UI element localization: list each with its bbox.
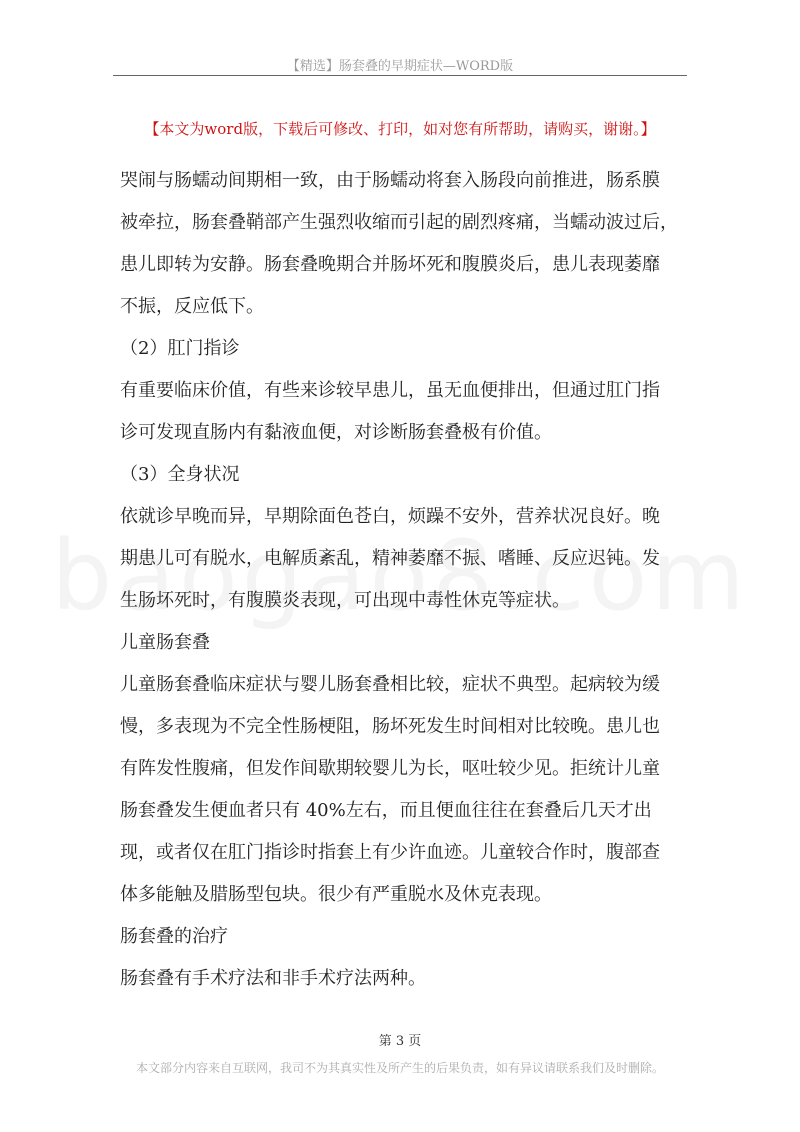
text-line: 肠套叠有手术疗法和非手术疗法两种。 bbox=[120, 968, 426, 989]
text-line: 有重要临床价值，有些来诊较早患儿，虽无血便排出，但通过肛门指 bbox=[120, 380, 660, 401]
page-header-title: 【精选】肠套叠的早期症状—WORD版 bbox=[286, 59, 514, 74]
text-line: 慢，多表现为不完全性肠梗阻，肠坏死发生时间相对比较晚。患儿也 bbox=[120, 716, 660, 737]
paragraph-anal-exam bbox=[120, 370, 682, 454]
text-line: 哭闹与肠蠕动间期相一致，由于肠蠕动将套入肠段向前推进，肠系膜 bbox=[120, 170, 660, 191]
text-line: 依就诊早晚而异，早期除面色苍白，烦躁不安外，营养状况良好。晚 bbox=[120, 506, 660, 527]
text-line: 肠套叠发生便血者只有 40%左右，而且便血往往在套叠后几天才出 bbox=[120, 800, 652, 821]
text-line: 现，或者仅在肛门指诊时指套上有少许血迹。儿童较合作时，腹部查 bbox=[120, 842, 660, 863]
document-body bbox=[120, 160, 682, 1000]
text-line: 被牵拉，肠套叠鞘部产生强烈收缩而引起的剧烈疼痛，当蠕动波过后， bbox=[120, 212, 678, 233]
heading-general-condition: （3）全身状况 bbox=[120, 464, 240, 485]
text-line: 患儿即转为安静。肠套叠晚期合并肠坏死和腹膜炎后，患儿表现萎靡 bbox=[120, 254, 660, 275]
text-line: 儿童肠套叠临床症状与婴儿肠套叠相比较，症状不典型。起病较为缓 bbox=[120, 674, 660, 695]
text-line: 有阵发性腹痛，但发作间歇期较婴儿为长，呕吐较少见。拒统计儿童 bbox=[120, 758, 660, 779]
text-line: 期患儿可有脱水，电解质紊乱，精神萎靡不振、嗜睡、反应迟钝。发 bbox=[120, 548, 660, 569]
paragraph-treatment bbox=[120, 958, 682, 1000]
header-divider bbox=[113, 75, 687, 76]
text-line: 诊可发现直肠内有黏液血便，对诊断肠套叠极有价值。 bbox=[120, 422, 552, 443]
heading-anal-exam: （2）肛门指诊 bbox=[120, 338, 240, 359]
text-line: 体多能触及腊肠型包块。很少有严重脱水及休克表现。 bbox=[120, 884, 552, 905]
text-line: 生肠坏死时，有腹膜炎表现，可出现中毒性休克等症状。 bbox=[120, 590, 570, 611]
paragraph-crying bbox=[120, 160, 682, 328]
text-line: 不振，反应低下。 bbox=[120, 296, 264, 317]
heading-treatment: 肠套叠的治疗 bbox=[120, 926, 228, 947]
paragraph-general-condition bbox=[120, 496, 682, 622]
heading-child-intussusception: 儿童肠套叠 bbox=[120, 632, 210, 653]
paragraph-child-intussusception bbox=[120, 664, 682, 916]
footer-disclaimer: 本文部分内容来自互联网，我司不为其真实性及所产生的后果负责，如有异议请联系我们及时删除。 bbox=[135, 1061, 664, 1075]
download-notice: 【本文为word版，下载后可修改、打印，如对您有所帮助，请购买，谢谢。】 bbox=[144, 120, 656, 138]
page-number: 第 3 页 bbox=[378, 1034, 422, 1049]
